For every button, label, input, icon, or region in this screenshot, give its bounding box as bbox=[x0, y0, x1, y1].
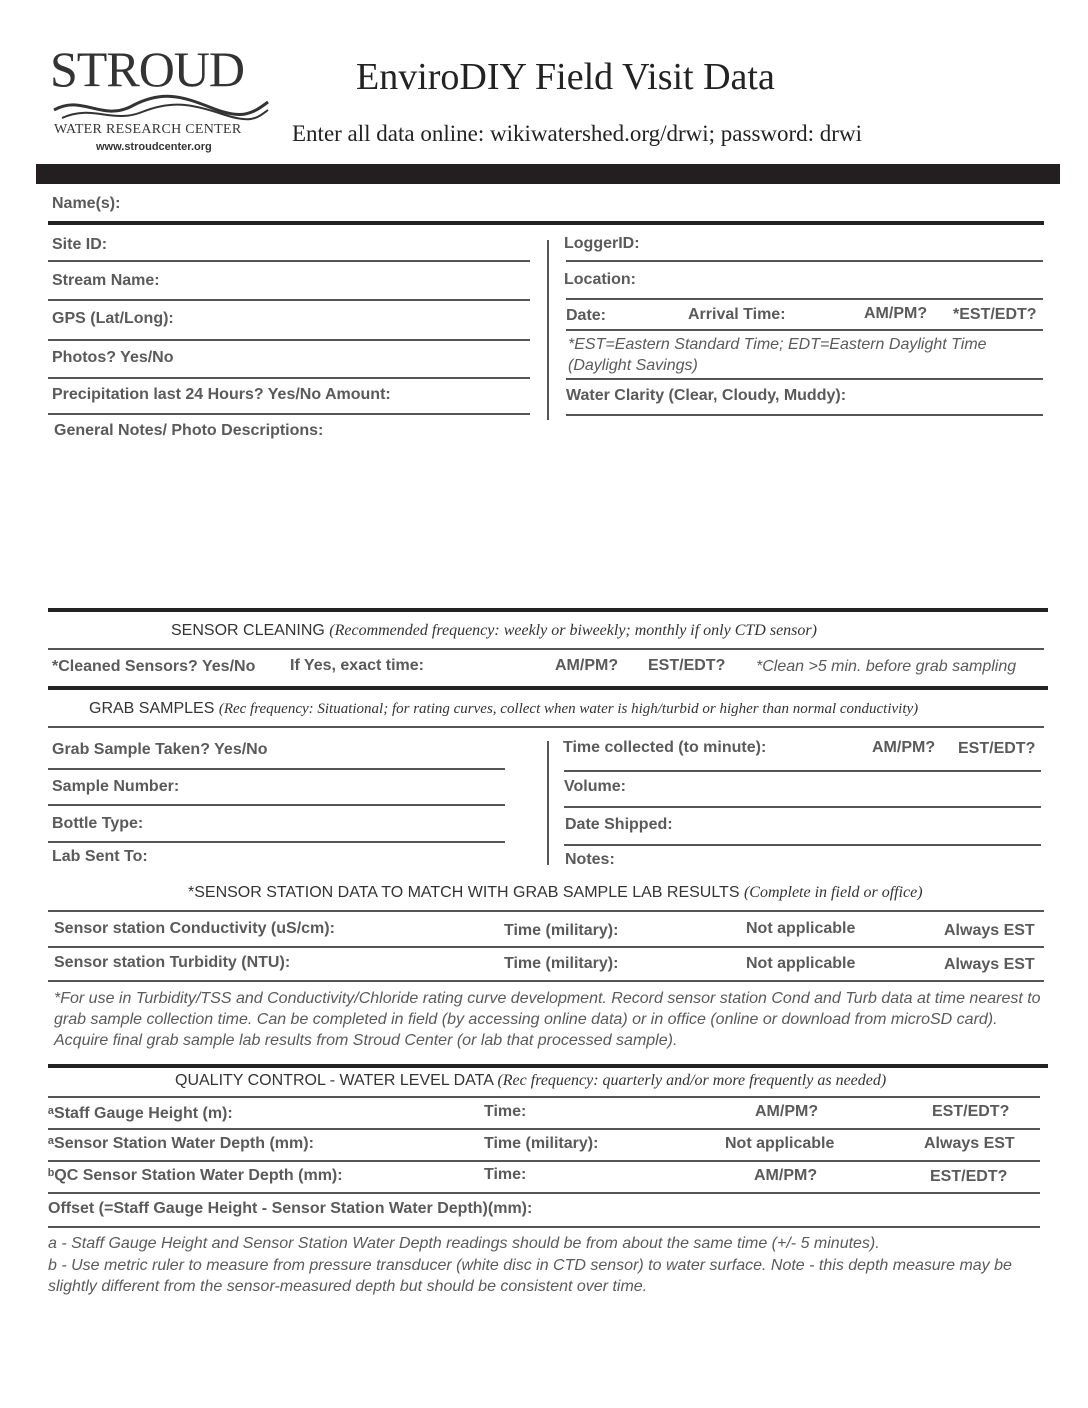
station-row-line bbox=[48, 980, 1044, 982]
staff-gauge-ampm-label: AM/PM? bbox=[755, 1103, 819, 1120]
qc-title: QUALITY CONTROL - WATER LEVEL DATA bbox=[175, 1072, 493, 1089]
conductivity-na-label: Not applicable bbox=[746, 920, 856, 937]
qc-row-line bbox=[48, 1128, 1040, 1130]
volume-line bbox=[564, 806, 1041, 808]
water-clarity-label: Water Clarity (Clear, Cloudy, Muddy): bbox=[566, 387, 847, 404]
qc-note-b: b - Use metric ruler to measure from pressure transducer (white disc in CTD sensor) to water surface. Note - this depth measure may be slightly different from the sensor-measured depth but should be consistent over time. bbox=[48, 1257, 1012, 1295]
logger-id-label: LoggerID: bbox=[564, 235, 640, 252]
qc-depth-tz-label: EST/EDT? bbox=[930, 1168, 1008, 1185]
water-depth-na-label: Not applicable bbox=[725, 1135, 835, 1152]
offset-label: Offset (=Staff Gauge Height - Sensor Station Water Depth)(mm): bbox=[48, 1200, 533, 1217]
sensor-cleaning-frequency: (Recommended frequency: weekly or biweekly; monthly if only CTD sensor) bbox=[329, 622, 817, 639]
grab-notes-label: Notes: bbox=[565, 851, 615, 868]
qc-row-line bbox=[48, 1160, 1040, 1162]
conductivity-label: Sensor station Conductivity (uS/cm): bbox=[54, 920, 335, 937]
time-collected-label: Time collected (to minute): bbox=[563, 739, 767, 756]
site-id-line bbox=[48, 260, 530, 262]
site-id-label: Site ID: bbox=[52, 236, 108, 253]
photos-label: Photos? Yes/No bbox=[52, 349, 174, 366]
arrival-time-label: Arrival Time: bbox=[688, 306, 786, 323]
sensor-cleaning-title: SENSOR CLEANING bbox=[171, 622, 325, 639]
stream-name-label: Stream Name: bbox=[52, 272, 160, 289]
staff-gauge-tz-label: EST/EDT? bbox=[932, 1103, 1010, 1120]
date-shipped-label: Date Shipped: bbox=[565, 816, 673, 833]
section-divider bbox=[48, 1064, 1048, 1068]
station-row-line bbox=[48, 946, 1044, 948]
clarity-line bbox=[566, 414, 1043, 416]
sample-line bbox=[48, 804, 505, 806]
water-depth-time-label: Time (military): bbox=[484, 1135, 599, 1152]
precip-line bbox=[48, 413, 530, 415]
qc-frequency: (Rec frequency: quarterly and/or more frequently as needed) bbox=[497, 1072, 887, 1089]
timezone-note: *EST=Eastern Standard Time; EDT=Eastern Daylight Time (Daylight Savings) bbox=[568, 336, 987, 374]
qc-depth-ampm-label: AM/PM? bbox=[754, 1167, 818, 1184]
turbidity-label: Sensor station Turbidity (NTU): bbox=[54, 954, 291, 971]
location-label: Location: bbox=[564, 271, 636, 288]
turbidity-time-label: Time (military): bbox=[504, 955, 619, 972]
grab-line bbox=[48, 726, 1044, 728]
cleaning-line bbox=[48, 648, 1044, 650]
exact-time-label: If Yes, exact time: bbox=[290, 657, 424, 674]
divider bbox=[48, 221, 1044, 225]
cleaning-ampm-label: AM/PM? bbox=[555, 657, 619, 674]
grab-samples-title: GRAB SAMPLES bbox=[89, 700, 215, 717]
tz-line bbox=[566, 378, 1043, 380]
bottle-line bbox=[48, 841, 505, 843]
grab-taken-label: Grab Sample Taken? Yes/No bbox=[52, 741, 268, 758]
grab-samples-frequency: (Rec frequency: Situational; for rating curves, collect when water is high/turbid or higher than normal conductivity) bbox=[218, 701, 919, 717]
turbidity-na-label: Not applicable bbox=[746, 955, 856, 972]
volume-label: Volume: bbox=[564, 778, 626, 795]
qc-note-a: a - Staff Gauge Height and Sensor Station Water Depth readings should be from about the same time (+/- 5 minutes). bbox=[48, 1235, 880, 1252]
arrival-ampm-label: AM/PM? bbox=[864, 305, 928, 322]
gps-label: GPS (Lat/Long): bbox=[52, 310, 174, 327]
time-line bbox=[564, 770, 1041, 772]
lab-sent-label: Lab Sent To: bbox=[52, 848, 148, 865]
page-title: EnviroDIY Field Visit Data bbox=[356, 56, 775, 98]
bottle-type-label: Bottle Type: bbox=[52, 815, 144, 832]
stroud-logo bbox=[48, 40, 274, 156]
turbidity-tz-label: Always EST bbox=[944, 956, 1035, 973]
station-note: (Complete in field or office) bbox=[743, 884, 923, 901]
cleaned-sensors-label: *Cleaned Sensors? Yes/No bbox=[52, 658, 256, 675]
general-notes-label: General Notes/ Photo Descriptions: bbox=[54, 422, 324, 439]
qc-depth-label: ᵇQC Sensor Station Water Depth (mm): bbox=[48, 1167, 343, 1184]
grab-ampm-label: AM/PM? bbox=[872, 739, 936, 756]
names-label: Name(s): bbox=[52, 195, 121, 212]
arrival-tz-label: *EST/EDT? bbox=[953, 306, 1037, 323]
station-title: *SENSOR STATION DATA TO MATCH WITH GRAB SAMPLE LAB RESULTS bbox=[188, 884, 740, 901]
cleaning-tz-label: EST/EDT? bbox=[648, 657, 726, 674]
qc-row-line bbox=[48, 1226, 1040, 1228]
logo-subtitle: WATER RESEARCH CENTER bbox=[54, 122, 242, 137]
water-depth-tz-label: Always EST bbox=[924, 1135, 1015, 1152]
page-subtitle: Enter all data online: wikiwatershed.org/drwi; password: drwi bbox=[292, 121, 862, 146]
shipped-line bbox=[564, 844, 1041, 846]
conductivity-tz-label: Always EST bbox=[944, 922, 1035, 939]
column-divider bbox=[547, 741, 549, 865]
photos-line bbox=[48, 377, 530, 379]
date-line bbox=[566, 329, 1043, 331]
logo-url: www.stroudcenter.org bbox=[96, 141, 212, 153]
station-header bbox=[188, 884, 923, 902]
station-footnote: *For use in Turbidity/TSS and Conductivity/Chloride rating curve development. Record sensor station Cond and Turb data at time nearest to grab sample collection time. Can be completed in field (by accessing online data) or in office (online or download from microSD card). Acquire final grab sample lab results from Stroud Center (or lab that processed sample). bbox=[54, 990, 1041, 1049]
water-depth-label: ᵃSensor Station Water Depth (mm): bbox=[48, 1135, 314, 1152]
section-divider bbox=[48, 686, 1048, 690]
logo-wordmark: STROUD bbox=[50, 41, 245, 97]
cleaning-note: *Clean >5 min. before grab sampling bbox=[756, 658, 1017, 675]
grab-samples-header bbox=[89, 700, 918, 718]
sensor-cleaning-header bbox=[171, 622, 817, 640]
staff-gauge-time-label: Time: bbox=[484, 1103, 527, 1120]
qc-row-line bbox=[48, 1192, 1040, 1194]
grab-tz-label: EST/EDT? bbox=[958, 740, 1036, 757]
staff-gauge-label: ᵃStaff Gauge Height (m): bbox=[48, 1105, 233, 1122]
grab-taken-line bbox=[48, 768, 505, 770]
stream-line bbox=[48, 299, 530, 301]
sample-number-label: Sample Number: bbox=[52, 778, 180, 795]
gps-line bbox=[48, 339, 530, 341]
date-label: Date: bbox=[566, 307, 607, 324]
section-divider bbox=[48, 608, 1048, 612]
location-line bbox=[566, 298, 1043, 300]
conductivity-time-label: Time (military): bbox=[504, 922, 619, 939]
qc-header bbox=[175, 1072, 886, 1090]
station-line bbox=[48, 910, 1044, 912]
column-divider bbox=[547, 240, 549, 420]
precip-label: Precipitation last 24 Hours? Yes/No Amount: bbox=[52, 386, 391, 403]
header-bar bbox=[36, 164, 1060, 184]
qc-line bbox=[48, 1096, 1040, 1098]
logger-line bbox=[566, 260, 1043, 262]
wave-icon bbox=[52, 92, 270, 122]
qc-depth-time-label: Time: bbox=[484, 1166, 527, 1183]
